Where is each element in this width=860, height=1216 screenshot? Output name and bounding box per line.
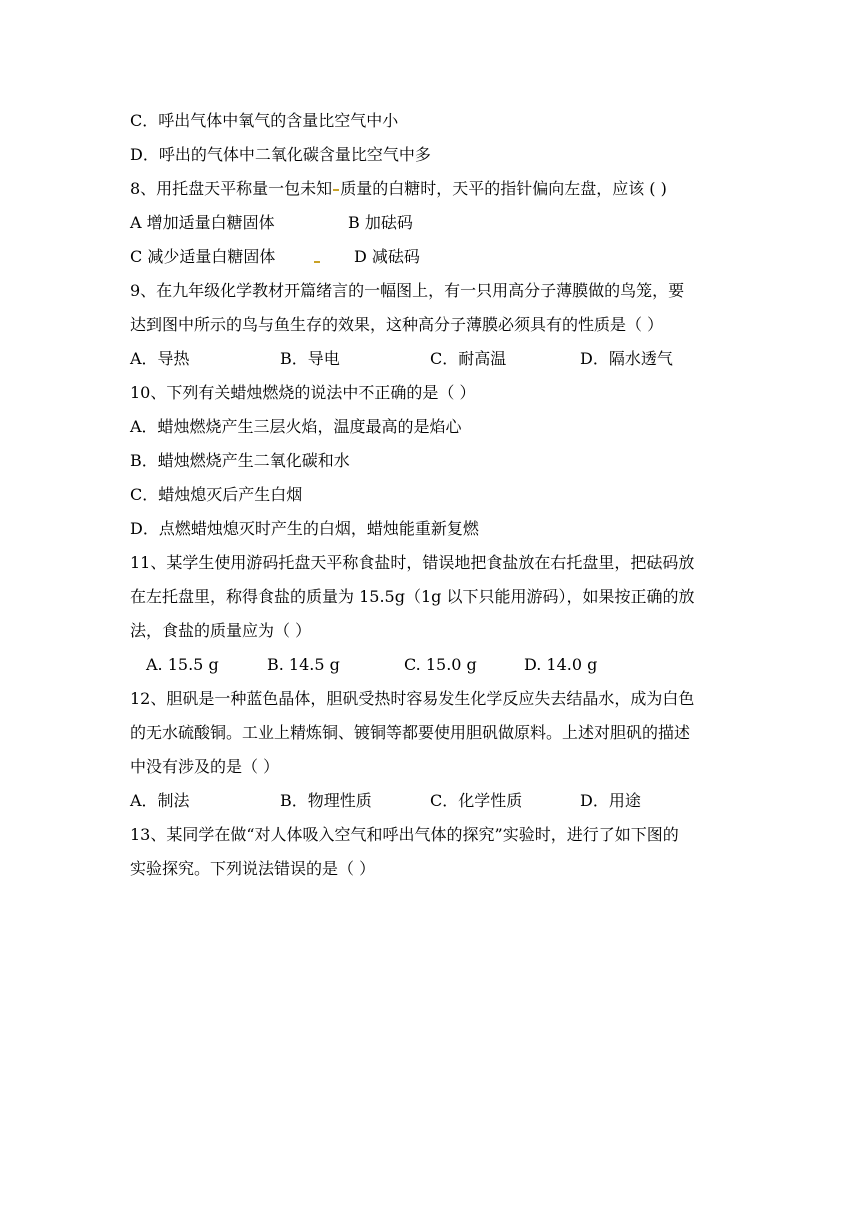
q8-option-a: A 增加适量白糖固体 (130, 213, 275, 232)
edit-mark-icon (314, 261, 320, 263)
q10-option-c: C．蜡烛熄灭后产生白烟 (130, 485, 303, 504)
q7-option-c: C．呼出气体中氧气的含量比空气中小 (130, 111, 399, 130)
q9-stem-line-2: 达到图中所示的鸟与鱼生存的效果，这种高分子薄膜必须具有的性质是（ ） (130, 315, 664, 334)
q12-option-c: C．化学性质 (430, 791, 523, 810)
q7-option-d: D．呼出的气体中二氧化碳含量比空气中多 (130, 145, 431, 164)
q13-stem-line-2: 实验探究。下列说法错误的是（ ） (130, 859, 376, 878)
q8-stem (130, 179, 667, 199)
q12-stem-line-3: 中没有涉及的是（ ） (130, 757, 280, 776)
q11-option-c: C. 15.0 g (404, 655, 477, 674)
q11-stem-line-2: 在左托盘里，称得食盐的质量为 15.5g（1g 以下只能用游码），如果按正确的放 (130, 587, 695, 606)
q9-option-c: C．耐高温 (430, 349, 507, 368)
q11-stem-line-3: 法，食盐的质量应为（ ） (130, 621, 312, 640)
q9-stem-line-1: 9、在九年级化学教材开篇绪言的一幅图上，有一只用高分子薄膜做的鸟笼，要 (130, 281, 685, 300)
q13-stem-line-1: 13、某同学在做“对人体吸入空气和呼出气体的探究”实验时，进行了如下图的 (130, 825, 679, 844)
q8-option-d: D 减砝码 (354, 247, 420, 266)
q12-stem-line-1: 12、胆矾是一种蓝色晶体，胆矾受热时容易发生化学反应失去结晶水，成为白色 (130, 689, 695, 708)
q11-stem-line-1: 11、某学生使用游码托盘天平称食盐时，错误地把食盐放在右托盘里，把砝码放 (130, 553, 695, 572)
q9-option-a: A．导热 (130, 349, 190, 368)
q9-option-b: B．导电 (280, 349, 340, 368)
q8-option-c: C 减少适量白糖固体 (130, 247, 276, 266)
q10-option-d: D．点燃蜡烛熄灭时产生的白烟，蜡烛能重新复燃 (130, 519, 479, 538)
q12-option-b: B．物理性质 (280, 791, 372, 810)
q11-option-d: D. 14.0 g (524, 655, 598, 674)
edit-mark-icon (333, 189, 339, 191)
q9-option-d: D．隔水透气 (580, 349, 673, 368)
q12-stem-line-2: 的无水硫酸铜。工业上精炼铜、镀铜等都要使用胆矾做原料。上述对胆矾的描述 (130, 723, 691, 742)
q10-stem: 10、下列有关蜡烛燃烧的说法中不正确的是（ ） (130, 383, 476, 402)
q12-option-a: A．制法 (130, 791, 190, 810)
q11-option-a: A. 15.5 g (146, 655, 219, 674)
q11-option-b: B. 14.5 g (267, 655, 340, 674)
q8-stem-part-a: 8、用托盘天平称量一包未知 (130, 179, 333, 198)
q10-option-b: B．蜡烛燃烧产生二氧化碳和水 (130, 451, 350, 470)
q8-option-b: B 加砝码 (348, 213, 413, 232)
q12-option-d: D．用途 (580, 791, 641, 810)
q8-stem-part-b: 质量的白糖时，天平的指针偏向左盘，应该 ( ) (340, 179, 667, 198)
q10-option-a: A．蜡烛燃烧产生三层火焰，温度最高的是焰心 (130, 417, 462, 436)
